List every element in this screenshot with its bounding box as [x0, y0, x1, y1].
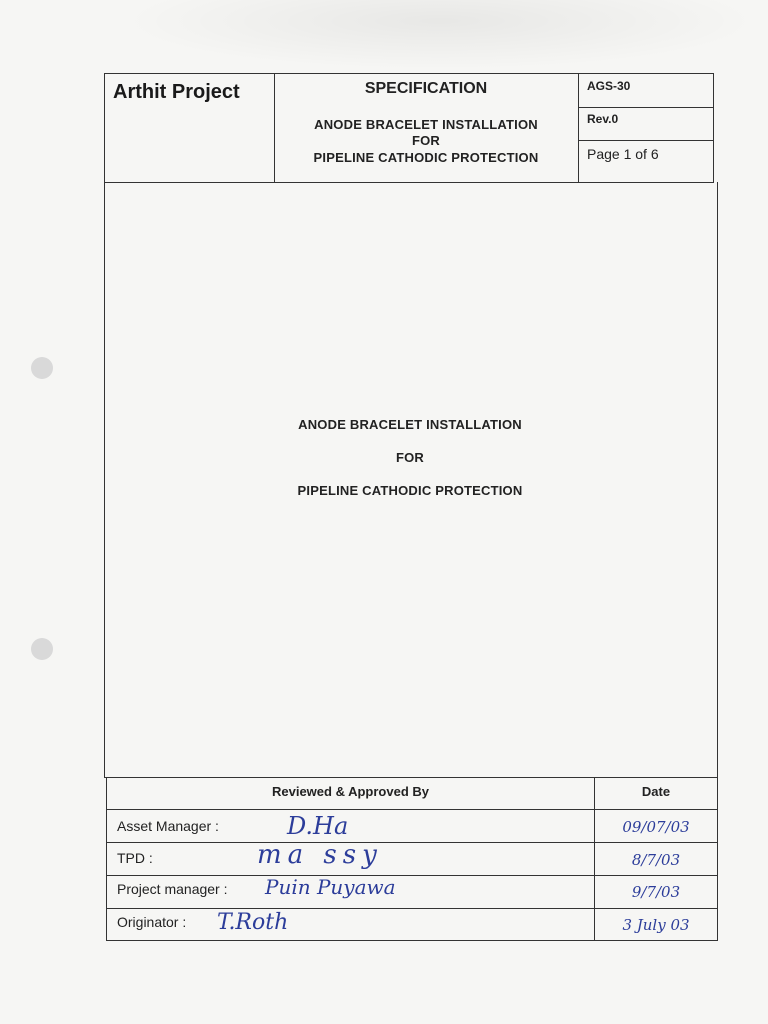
punch-hole-top	[31, 357, 53, 379]
revision: Rev.0	[587, 112, 619, 126]
header-title-line-2: FOR	[411, 133, 441, 148]
signature-originator: T.Roth	[217, 910, 289, 935]
project-name: Arthit Project	[113, 81, 240, 103]
role-tpd: TPD :	[117, 850, 153, 866]
signature-project-manager: Puin Puyawa	[265, 875, 396, 899]
body-frame	[104, 182, 718, 778]
role-project-manager: Project manager :	[117, 881, 228, 897]
approval-table	[106, 777, 718, 941]
header-title-line-1: ANODE BRACELET INSTALLATION	[314, 117, 538, 132]
date-heading: Date	[641, 784, 671, 799]
body-title-line-2: FOR	[395, 450, 425, 465]
signature-tpd: ma ssy	[257, 840, 383, 870]
date-asset-manager: 09/07/03	[622, 818, 690, 836]
body-title-line-3: PIPELINE CATHODIC PROTECTION	[297, 483, 523, 498]
role-asset-manager: Asset Manager :	[117, 818, 219, 834]
punch-hole-bottom	[31, 638, 53, 660]
doc-type: SPECIFICATION	[364, 80, 488, 97]
date-project-manager: 9/7/03	[631, 883, 681, 901]
role-originator: Originator :	[117, 914, 187, 930]
header-title-line-3: PIPELINE CATHODIC PROTECTION	[313, 150, 539, 165]
body-title-line-1: ANODE BRACELET INSTALLATION	[298, 417, 522, 432]
signature-asset-manager: D.Ha	[287, 812, 349, 840]
approval-heading: Reviewed & Approved By	[271, 784, 429, 799]
page-number: Page 1 of 6	[587, 146, 659, 162]
date-originator: 3 July 03	[622, 916, 690, 934]
doc-number: AGS-30	[587, 79, 631, 93]
document-header	[104, 73, 714, 183]
date-tpd: 8/7/03	[631, 851, 681, 869]
scan-smudge	[120, 0, 760, 70]
